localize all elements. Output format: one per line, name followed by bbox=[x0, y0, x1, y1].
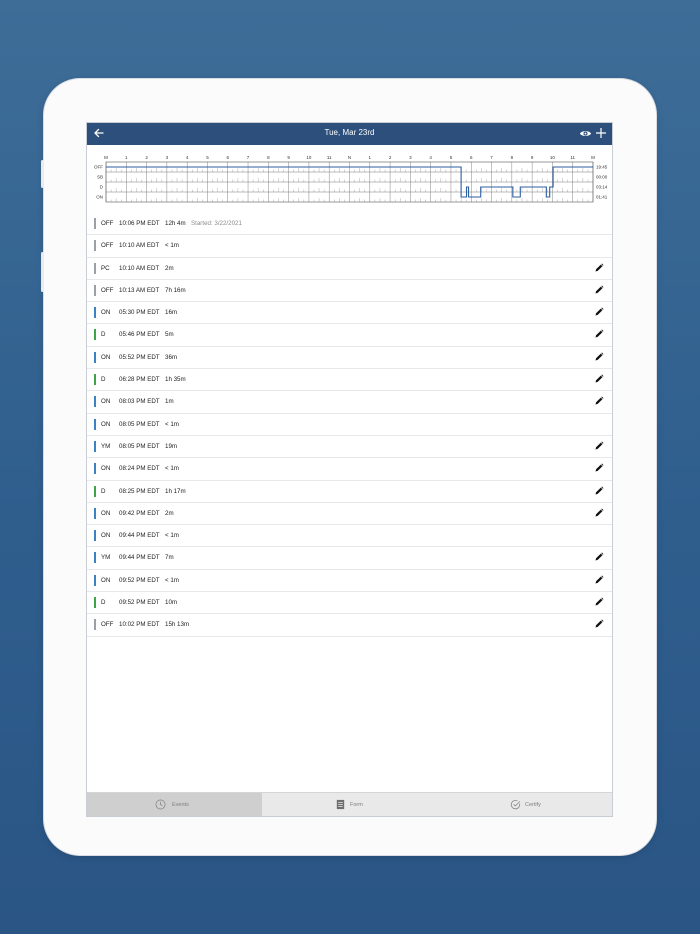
event-duration: 16m bbox=[165, 309, 178, 317]
event-row[interactable] bbox=[87, 369, 612, 391]
status-color-bar bbox=[94, 329, 96, 340]
edit-pencil-icon[interactable] bbox=[594, 352, 604, 362]
status-color-bar bbox=[94, 307, 96, 318]
event-status: OFF bbox=[101, 621, 114, 629]
nav-bar bbox=[87, 123, 612, 145]
tab-label: Form bbox=[350, 802, 363, 808]
edit-pencil-icon[interactable] bbox=[594, 329, 604, 339]
event-status: ON bbox=[101, 576, 111, 584]
row-label: SB bbox=[96, 174, 103, 180]
event-time: 05:52 PM EDT bbox=[119, 353, 160, 361]
event-status: D bbox=[101, 487, 106, 495]
event-status: D bbox=[101, 599, 106, 607]
tab-label: Events bbox=[172, 802, 189, 808]
app-screen bbox=[86, 122, 613, 817]
event-duration: < 1m bbox=[165, 576, 179, 584]
event-status: PC bbox=[101, 264, 110, 272]
event-status: D bbox=[101, 331, 106, 339]
hour-label: N bbox=[347, 155, 352, 160]
tab-form[interactable] bbox=[262, 793, 437, 816]
event-duration: 5m bbox=[165, 331, 174, 339]
event-status: ON bbox=[101, 465, 111, 473]
event-time: 10:02 PM EDT bbox=[119, 621, 160, 629]
event-time: 10:13 AM EDT bbox=[119, 286, 160, 294]
hour-label: M bbox=[591, 155, 595, 160]
hour-label: 7 bbox=[490, 155, 493, 160]
event-time: 08:24 PM EDT bbox=[119, 465, 160, 473]
event-list bbox=[87, 213, 612, 637]
event-duration: < 1m bbox=[165, 242, 179, 250]
event-status: YM bbox=[101, 554, 111, 562]
status-color-bar bbox=[94, 396, 96, 407]
edit-pencil-icon[interactable] bbox=[594, 575, 604, 585]
status-color-bar bbox=[94, 530, 96, 541]
row-label: D bbox=[99, 184, 103, 190]
event-note: Started: 3/22/2021 bbox=[191, 220, 242, 227]
hour-label: 3 bbox=[409, 155, 412, 160]
hour-label: 5 bbox=[206, 155, 209, 160]
hour-label: 5 bbox=[449, 155, 453, 160]
hour-label: 11 bbox=[570, 155, 576, 160]
status-color-bar bbox=[94, 263, 96, 274]
event-duration: 1m bbox=[165, 398, 174, 406]
event-row[interactable] bbox=[87, 592, 612, 614]
event-status: D bbox=[101, 376, 106, 384]
hour-label: 3 bbox=[165, 155, 169, 160]
status-color-bar bbox=[94, 352, 96, 363]
event-row[interactable] bbox=[87, 302, 612, 324]
event-status: OFF bbox=[101, 220, 114, 227]
hour-label: 6 bbox=[226, 155, 230, 160]
hour-label: M bbox=[104, 155, 108, 160]
hour-label: 1 bbox=[368, 155, 372, 160]
event-duration: < 1m bbox=[165, 420, 179, 428]
event-duration: 36m bbox=[165, 353, 178, 361]
event-row[interactable] bbox=[87, 481, 612, 503]
event-row[interactable] bbox=[87, 213, 612, 235]
hour-label: 2 bbox=[388, 155, 392, 160]
tab-label: Certify bbox=[525, 802, 541, 808]
edit-pencil-icon[interactable] bbox=[594, 552, 604, 562]
add-icon[interactable] bbox=[595, 127, 607, 139]
edit-pencil-icon[interactable] bbox=[594, 463, 604, 473]
tab-events[interactable] bbox=[87, 793, 262, 816]
event-duration: 19m bbox=[165, 442, 178, 450]
volume-button bbox=[41, 252, 44, 292]
row-label: ON bbox=[96, 194, 103, 200]
event-duration: 7h 16m bbox=[165, 286, 186, 294]
status-color-bar bbox=[94, 575, 96, 586]
event-row[interactable] bbox=[87, 525, 612, 547]
hour-label: 4 bbox=[429, 155, 432, 160]
status-color-bar bbox=[94, 441, 96, 452]
event-duration: 7m bbox=[165, 554, 174, 562]
event-row[interactable] bbox=[87, 280, 612, 302]
edit-pencil-icon[interactable] bbox=[594, 307, 604, 317]
event-time: 08:05 PM EDT bbox=[119, 420, 160, 428]
status-color-bar bbox=[94, 508, 96, 519]
event-status: ON bbox=[101, 532, 111, 540]
event-time: 08:05 PM EDT bbox=[119, 442, 160, 450]
status-color-bar bbox=[94, 552, 96, 563]
hour-label: 10 bbox=[549, 155, 555, 160]
event-status: ON bbox=[101, 420, 111, 428]
event-status: OFF bbox=[101, 242, 114, 250]
tab-bar bbox=[87, 792, 612, 816]
volume-button bbox=[41, 160, 44, 188]
event-time: 06:28 PM EDT bbox=[119, 376, 160, 384]
event-time: 05:46 PM EDT bbox=[119, 331, 160, 339]
event-status: ON bbox=[101, 353, 111, 361]
edit-pencil-icon[interactable] bbox=[594, 597, 604, 607]
event-status: ON bbox=[101, 509, 111, 517]
edit-pencil-icon[interactable] bbox=[594, 396, 604, 406]
event-row[interactable] bbox=[87, 614, 612, 636]
status-color-bar bbox=[94, 463, 96, 474]
event-time: 10:06 PM EDT bbox=[119, 220, 160, 227]
event-duration: < 1m bbox=[165, 465, 179, 473]
edit-pencil-icon[interactable] bbox=[594, 486, 604, 496]
event-time: 09:52 PM EDT bbox=[119, 599, 160, 607]
hour-label: 11 bbox=[326, 155, 332, 160]
hour-label: 8 bbox=[267, 155, 270, 160]
clock-icon bbox=[155, 799, 166, 810]
event-duration: 2m bbox=[165, 509, 174, 517]
event-row[interactable] bbox=[87, 347, 612, 369]
hour-label: 9 bbox=[287, 155, 290, 160]
document-icon bbox=[335, 799, 346, 810]
hour-label: 7 bbox=[246, 155, 250, 160]
event-row[interactable] bbox=[87, 258, 612, 280]
event-row[interactable] bbox=[87, 458, 612, 480]
event-duration: 10m bbox=[165, 599, 178, 607]
edit-pencil-icon[interactable] bbox=[594, 374, 604, 384]
event-row[interactable] bbox=[87, 436, 612, 458]
event-time: 08:03 PM EDT bbox=[119, 398, 160, 406]
event-time: 09:44 PM EDT bbox=[119, 554, 160, 562]
event-time: 10:10 AM EDT bbox=[119, 242, 160, 250]
row-total: 01:41 bbox=[596, 194, 608, 200]
hour-label: 10 bbox=[306, 155, 312, 160]
edit-pencil-icon[interactable] bbox=[594, 619, 604, 629]
event-time: 08:25 PM EDT bbox=[119, 487, 160, 495]
event-row[interactable] bbox=[87, 391, 612, 413]
status-color-bar bbox=[94, 419, 96, 430]
event-duration: 1h 35m bbox=[165, 376, 186, 384]
event-status: YM bbox=[101, 442, 111, 450]
event-time: 09:52 PM EDT bbox=[119, 576, 160, 584]
event-row[interactable] bbox=[87, 570, 612, 592]
event-row[interactable] bbox=[87, 324, 612, 346]
edit-pencil-icon[interactable] bbox=[594, 441, 604, 451]
event-status: OFF bbox=[101, 286, 114, 294]
row-total: 19:45 bbox=[596, 164, 608, 170]
hour-label: 8 bbox=[510, 155, 514, 160]
row-total: 00:00 bbox=[596, 174, 608, 180]
row-label: OFF bbox=[94, 164, 103, 170]
check-circle-icon bbox=[510, 799, 521, 810]
event-row[interactable] bbox=[87, 235, 612, 257]
status-color-bar bbox=[94, 240, 96, 251]
event-duration: 12h 4m bbox=[165, 220, 186, 227]
event-duration: 2m bbox=[165, 264, 174, 272]
hour-label: 1 bbox=[125, 155, 128, 160]
edit-pencil-icon[interactable] bbox=[594, 508, 604, 518]
event-status: ON bbox=[101, 398, 111, 406]
event-status: ON bbox=[101, 309, 111, 317]
hos-graph bbox=[87, 153, 612, 213]
duty-status-chart bbox=[87, 153, 613, 213]
eye-icon[interactable] bbox=[579, 127, 592, 140]
hour-label: 9 bbox=[530, 155, 534, 160]
event-duration: 15h 13m bbox=[165, 621, 190, 629]
event-time: 09:42 PM EDT bbox=[119, 509, 160, 517]
event-time: 05:30 PM EDT bbox=[119, 309, 160, 317]
hour-label: 2 bbox=[145, 155, 148, 160]
event-row[interactable] bbox=[87, 503, 612, 525]
edit-pencil-icon[interactable] bbox=[594, 263, 604, 273]
tab-certify[interactable] bbox=[437, 793, 612, 816]
hour-label: 6 bbox=[469, 155, 473, 160]
event-time: 10:10 AM EDT bbox=[119, 264, 160, 272]
event-duration: 1h 17m bbox=[165, 487, 186, 495]
hour-label: 4 bbox=[185, 155, 189, 160]
page-title: Tue, Mar 23rd bbox=[324, 128, 375, 137]
event-duration: < 1m bbox=[165, 532, 179, 540]
row-total: 03:14 bbox=[596, 184, 608, 190]
status-color-bar bbox=[94, 597, 96, 608]
edit-pencil-icon[interactable] bbox=[594, 285, 604, 295]
status-color-bar bbox=[94, 619, 96, 630]
status-color-bar bbox=[94, 374, 96, 385]
status-color-bar bbox=[94, 218, 96, 229]
event-row[interactable] bbox=[87, 414, 612, 436]
status-color-bar bbox=[94, 285, 96, 296]
event-row[interactable] bbox=[87, 547, 612, 569]
status-color-bar bbox=[94, 486, 96, 497]
event-time: 09:44 PM EDT bbox=[119, 532, 160, 540]
